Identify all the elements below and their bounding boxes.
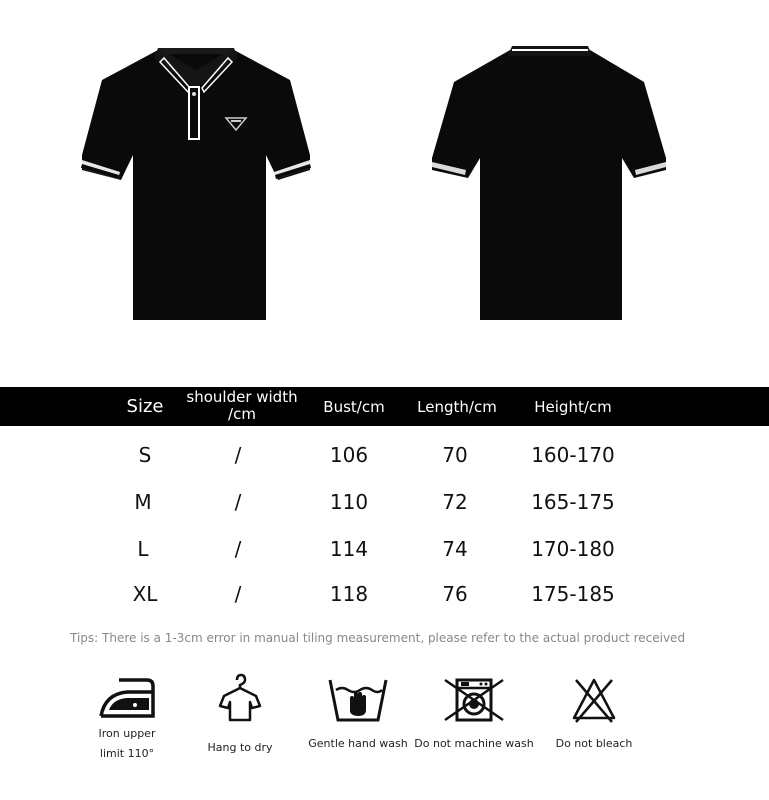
care-item-hand-wash	[306, 676, 410, 754]
hand-wash-icon	[328, 676, 388, 724]
care-item-iron	[86, 676, 168, 764]
cell-bust: 118	[329, 582, 369, 606]
cell-length: 74	[442, 537, 468, 561]
polo-back-image	[430, 40, 668, 325]
size-table-header	[0, 387, 769, 426]
table-row	[0, 529, 769, 569]
cell-bust: 106	[329, 443, 369, 467]
cell-height: 160-170	[531, 443, 615, 467]
measurement-tips: Tips: There is a 1-3cm error in manual tiling measurement, please refer to the actual product received	[70, 631, 686, 645]
polo-front-image	[78, 40, 314, 325]
header-length: Length/cm	[417, 398, 497, 416]
header-bust: Bust/cm	[323, 398, 385, 416]
header-height: Height/cm	[534, 398, 612, 416]
care-label: Do not machine wash	[414, 737, 534, 750]
cell-shoulder: /	[234, 490, 242, 514]
cell-size: XL	[132, 582, 158, 606]
cell-size: M	[134, 490, 152, 514]
cell-bust: 114	[329, 537, 369, 561]
cell-size: S	[138, 443, 152, 467]
header-shoulder-width: shoulder width /cm	[186, 388, 298, 423]
no-bleach-icon	[570, 676, 618, 724]
cell-height: 175-185	[531, 582, 615, 606]
cell-shoulder: /	[234, 537, 242, 561]
care-item-no-machine-wash	[412, 676, 536, 754]
cell-length: 72	[442, 490, 468, 514]
care-label: Iron upper limit 110°	[98, 727, 156, 760]
cell-bust: 110	[329, 490, 369, 514]
table-row	[0, 482, 769, 522]
care-label: Do not bleach	[555, 737, 633, 750]
cell-shoulder: /	[234, 582, 242, 606]
cell-length: 76	[442, 582, 468, 606]
no-machine-wash-icon	[441, 676, 507, 724]
care-label: Hang to dry	[207, 741, 273, 754]
cell-height: 170-180	[531, 537, 615, 561]
table-row	[0, 574, 769, 614]
cell-height: 165-175	[531, 490, 615, 514]
care-label: Gentle hand wash	[308, 737, 408, 750]
iron-icon	[97, 676, 157, 722]
table-row	[0, 435, 769, 475]
care-item-hang-dry	[200, 672, 280, 758]
cell-length: 70	[442, 443, 468, 467]
header-size: Size	[126, 396, 164, 417]
hang-dry-icon	[218, 672, 262, 724]
care-item-no-bleach	[546, 676, 642, 754]
cell-shoulder: /	[234, 443, 242, 467]
cell-size: L	[137, 537, 149, 561]
